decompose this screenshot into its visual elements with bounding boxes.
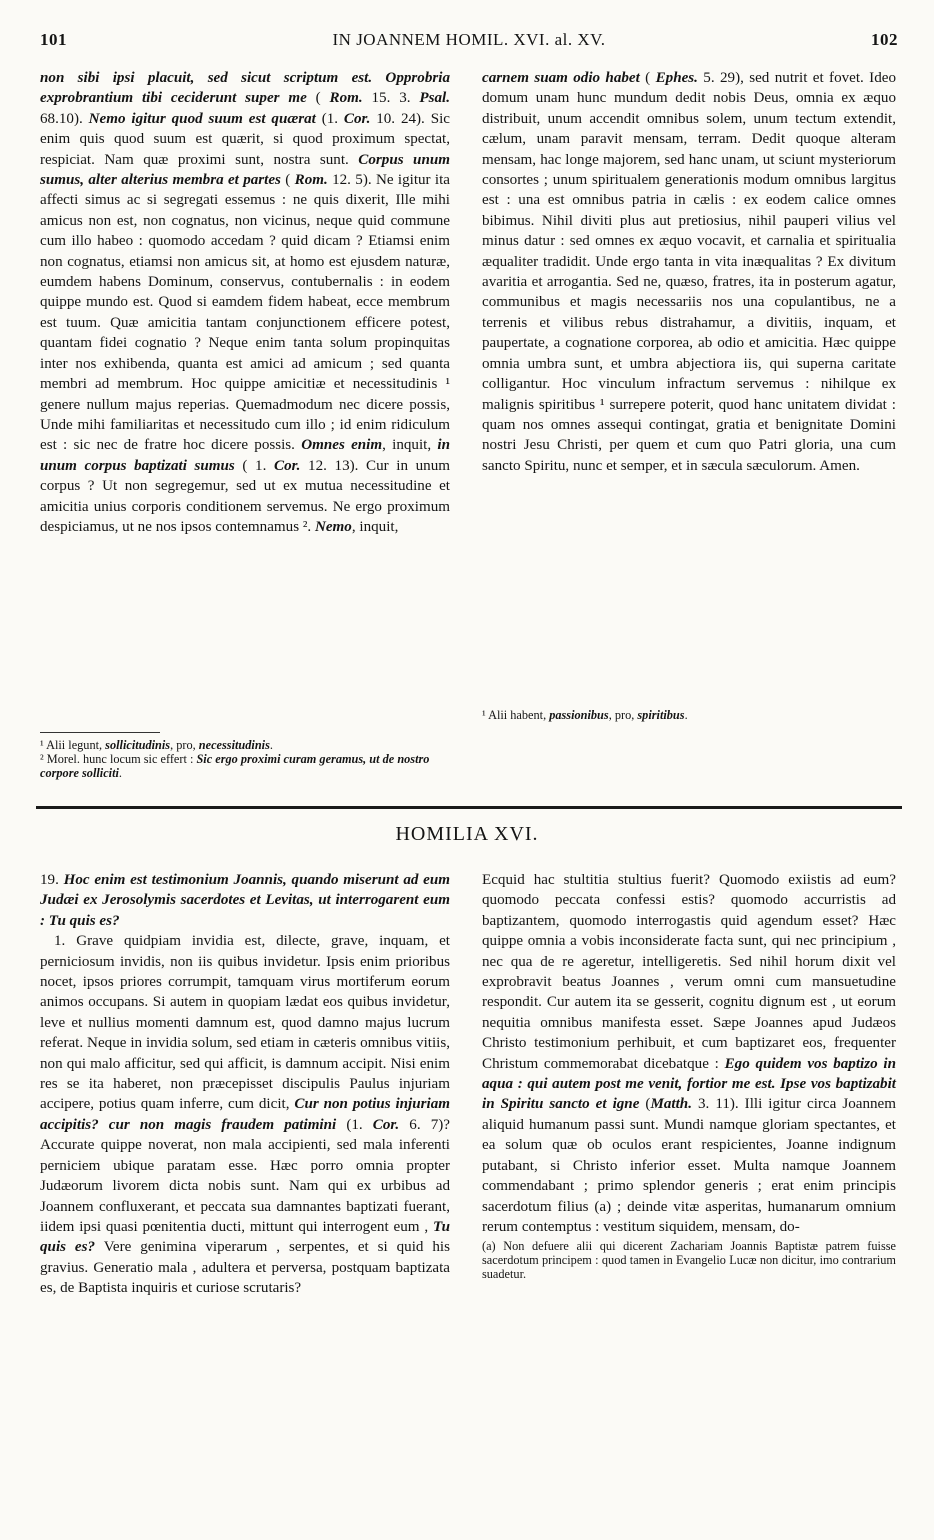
italic-run: Psal. bbox=[419, 90, 450, 107]
footnote bbox=[482, 708, 896, 722]
text-run: ( bbox=[306, 90, 330, 107]
lower-left-paragraph bbox=[40, 931, 450, 1298]
homily-title: HOMILIA XVI. bbox=[395, 823, 539, 845]
section-divider bbox=[36, 806, 902, 809]
italic-run: Hoc enim est testimonium Joannis, quando miserunt ad eum Judæi ex Jerosolymis sacerdotes et Levitas, ut interrogarent eum : Tu quis es? bbox=[40, 872, 451, 929]
text-run: , pro, bbox=[170, 738, 199, 752]
text-run: 10. 24). Sic enim quis quod suum est quærit, si quod proximum spectat, respiciat. Nam quæ proximi sunt, nostra sunt. bbox=[40, 110, 450, 168]
text-run: ¹ Alii habent, bbox=[482, 708, 550, 722]
section-lemma bbox=[40, 870, 450, 931]
text-run: 5. 29), sed nutrit et fovet. Ideo domum unam hunc mundum dedit nobis Deus, omnia ex æquo distribuit, unum accendit omnibus solem, unum tectum extendit, cælum, unam paravit mensam, terram. Dedit quoque alteram mensam, hac longe majorem, sed hanc unam, ut sciunt mysteriorum consortes ; unum spiritualem generationis modum omnibus largitus est : una est omnibus patria in cælis : ex eodem calice omnes bibimus. Nihil diviti plus aut pretiosius, nihil pauperi vilius vel minus datur : sed omnes ex æquo vocavit, et carnalia et spiritualia æqualiter tradidit. Unde ergo tanta in vita inæqualitas ? Ex divitum avaritia et arrogantia. Sed ne, quæso, fratres, ita in posterum agatur, communibus et magis necessariis nos una copulantibus, ne a terrenis et vilibus rebus distrahamur, a divitiis, inquam, et paupertate, a cognatione corporea, ab odio et amicitia. Hæc quippe omnia umbra sunt, et umbra abjectiora iis, qui superna caritate colligantur. Hoc vinculum infractum servemus : nihilque ex malignis spiritibus ¹ surrepere poterit, quod hanc unitatem dividat : quam nos omnes assequi contingat, gratia et benignitate Domini nostri Jesu Christi, per quem et cum quo Patri gloria, una cum sancto Spiritu, nunc et semper, et in sæcula sæculorum. Amen. bbox=[482, 70, 897, 474]
upper-right-footnotes bbox=[482, 708, 896, 722]
italic-run: Ephes. bbox=[655, 70, 698, 86]
italic-run: Rom. bbox=[329, 90, 363, 107]
text-run: . bbox=[684, 708, 688, 722]
text-run: 3. 11). Illi igitur circa Joannem aliquid humanum passi sunt. Mundi namque gloriam spectantes, et ea solum quæ ob oculos erant respicientes, Joanne indignum putabant, si Christo inferior esset. Multa namque Joannem commendabant ; primo splendor generis ; erat enim principis sacerdotum filius (a) ; deinde vitæ asperitas, humanarum omnium rerum contemptus : vestitum siquidem, mensam, do- bbox=[482, 1096, 896, 1235]
italic-run: carnem suam odio habet bbox=[482, 70, 640, 86]
text-run: ( 1. bbox=[234, 457, 274, 474]
text-run: ² Morel. hunc locum sic effert : bbox=[40, 752, 197, 766]
italic-run: Omnes enim bbox=[301, 437, 383, 454]
text-run: , pro, bbox=[608, 708, 638, 722]
italic-run: Cor. bbox=[343, 110, 371, 127]
text-run: 6. 7)? Accurate quippe noverat, non mala accipienti, sed mala inferenti perniciem ubique paratam esse. Hæc porro omnia propter Judæorum livorem dicta nobis sunt. Nam qui ex urbibus ad Joannem confluxerant, et peccata sua damnantes baptizati fuerant, iidem ipsi quasi pœnitentia ducti, mittunt qui interrogent eum , bbox=[40, 1116, 450, 1235]
italic-run: Cor. bbox=[274, 457, 301, 474]
text-run: (1. bbox=[315, 110, 344, 127]
italic-run: Rom. bbox=[294, 172, 328, 189]
text-run: ¹ Alii legunt, bbox=[40, 738, 106, 752]
footnote bbox=[482, 1239, 896, 1281]
italic-run: passionibus bbox=[549, 708, 609, 722]
text-run: , inquit, bbox=[382, 437, 438, 454]
upper-left-footnotes bbox=[40, 738, 450, 780]
upper-right-paragraph bbox=[482, 68, 896, 476]
text-run: (1. bbox=[336, 1116, 373, 1133]
text-run: , inquit, bbox=[351, 518, 399, 535]
italic-run: Ego quidem vos baptizo in aqua : qui autem post me venit, fortior me est. Ipse vos baptizabit in Spiritu sancto et igne bbox=[482, 1055, 896, 1113]
text-run: 12. 13). Cur in unum corpus ? Ut non segregemur, sed ut ex mutua necessitudine et amicitia unius corporis conditionem servemus. Ne ergo proximum despiciamus, ut ne nos ipsos contemnamus ². bbox=[40, 457, 451, 535]
upper-right-column bbox=[482, 68, 896, 476]
italic-run: in unum corpus baptizati sumus bbox=[40, 437, 450, 474]
text-run: Ecquid hac stultitia stultius fuerit? Quomodo exiistis ad eum? quomodo peccata confessi estis? quomodo accurristis ad baptizantem, quomodo interrogastis quid agendum esset? Hæc quippe omnia a vobis inconsiderate facta sunt, qui nec principium , nec qua de re ageretur, intelligeretis. Sed nihil horum dixit vel exprobravit beatus Joannes , verum omni cum mansuetudine respondit. Cur autem ita se gesserit, cognitu dignum est , ut eorum nequitia omnibus manifesta esset. Sæpe Joannes apud Judæos Christo testimonium perhibuit, et cum baptizaret eos, frequenter Christum commemorabat dicebatque : bbox=[482, 872, 896, 1072]
footnote-rule-left bbox=[40, 732, 160, 733]
italic-run: Sic ergo proximi curam geramus, ut de nostro corpore solliciti bbox=[40, 752, 430, 780]
text-run: ( bbox=[639, 1096, 651, 1113]
upper-left-paragraph bbox=[40, 68, 450, 537]
italic-run: necessitudinis bbox=[198, 738, 270, 752]
text-run: ( bbox=[639, 70, 656, 86]
text-run: 12. 5). Ne igitur ita affecti simus ac si segregati essemus : ne quis dixerit, Ille mihi amicus non est, non cognatus, non vicinus, neque quid commune cum illo habeo : quomodo accedam ? quid dicam ? Etiamsi enim non cognatus, etiamsi non amicus sit, at homo est ejusdem naturæ, eumdem habens Dominum, conservus, contubernalis : in eodem quippe mundo est. Quod si eamdem fidem habeat, ecce membrum est tuum. Quæ amicitia tantam conjunctionem efficere potest, quantam fidei cognatio ? Neque enim tanta solum propinquitas inter nos exhibenda, quanta est amici ad amicum ; sed quanta membri ad membrum. Hoc quippe amicitiæ et necessitudinis ¹ genere nullum majus reperias. Quemadmodum nec dicere possis, Unde mihi familiaritas et necessitudo cum illo ; id enim ridiculum est : sic nec de fratre hoc dicere possis. bbox=[40, 172, 451, 454]
text-run: (a) Non defuere alii qui dicerent Zachariam Joannis Baptistæ patrem fuisse sacerdotum principem : quod tamen in Evangelio Lucæ non dicitur, imo contrarium suadetur. bbox=[482, 1239, 896, 1282]
page-number-right: 102 bbox=[871, 30, 898, 49]
running-title: IN JOANNEM HOMIL. XVI. al. XV. bbox=[332, 30, 606, 49]
italic-run: spiritibus bbox=[637, 708, 685, 722]
lower-right-column bbox=[482, 870, 896, 1281]
italic-run: Corpus unum sumus, alter alterius membra et partes bbox=[40, 151, 450, 189]
italic-run: Cur non potius injuriam accipitis? cur non magis fraudem patimini bbox=[40, 1096, 450, 1133]
italic-run: non sibi ipsi placuit, sed sicut scriptum est. Opprobria exprobrantium tibi ceciderunt super me bbox=[40, 70, 450, 107]
italic-run: Nemo igitur quod suum est quærat bbox=[88, 110, 316, 127]
footnote bbox=[40, 752, 450, 780]
text-run: Vere genimina viperarum , serpentes, et si quid his gravius. Generatio mala , adultera et perversa, postquam baptizata es, de Baptista inquiris et curiose scrutaris? bbox=[40, 1239, 450, 1297]
italic-run: Nemo bbox=[314, 518, 352, 535]
text-run: 1. Grave quidpiam invidia est, dilecte, grave, inquam, et perniciosum invidis, non iis quibus invidetur. Ipsis enim prioribus nocet, ipsos priores corrumpit, tamquam virus mortiferum eorum animos occupans. Si autem in quopiam lædat eos quibus invidetur, leve et nullius momenti damnum est, quod damno majus lucrum referat. Neque in invidia solum, sed etiam in cæteris omnibus vitiis, non qui malo afficitur, sed qui afficit, is damnum accipit. Nisi enim res se ita haberet, non præcepisset discipulis Paulus injuriam accipere, potius quam inferre, cum dicit, bbox=[40, 933, 450, 1113]
lower-right-paragraph bbox=[482, 870, 896, 1237]
text-run: 68.10). bbox=[40, 110, 89, 127]
upper-left-column bbox=[40, 68, 450, 537]
page-number-left: 101 bbox=[40, 30, 67, 49]
running-head bbox=[40, 30, 898, 56]
italic-run: Cor. bbox=[372, 1116, 400, 1133]
text-run: 15. 3. bbox=[362, 90, 420, 107]
lower-left-column bbox=[40, 870, 450, 1299]
text-run: . bbox=[118, 766, 122, 780]
text-run: 19. bbox=[40, 872, 64, 888]
footnote bbox=[40, 738, 450, 752]
italic-run: Matth. bbox=[650, 1096, 692, 1113]
text-run: . bbox=[269, 738, 273, 752]
italic-run: Tu quis es? bbox=[40, 1218, 450, 1256]
italic-run: sollicitudinis bbox=[105, 738, 171, 752]
text-run: ( bbox=[280, 172, 295, 189]
